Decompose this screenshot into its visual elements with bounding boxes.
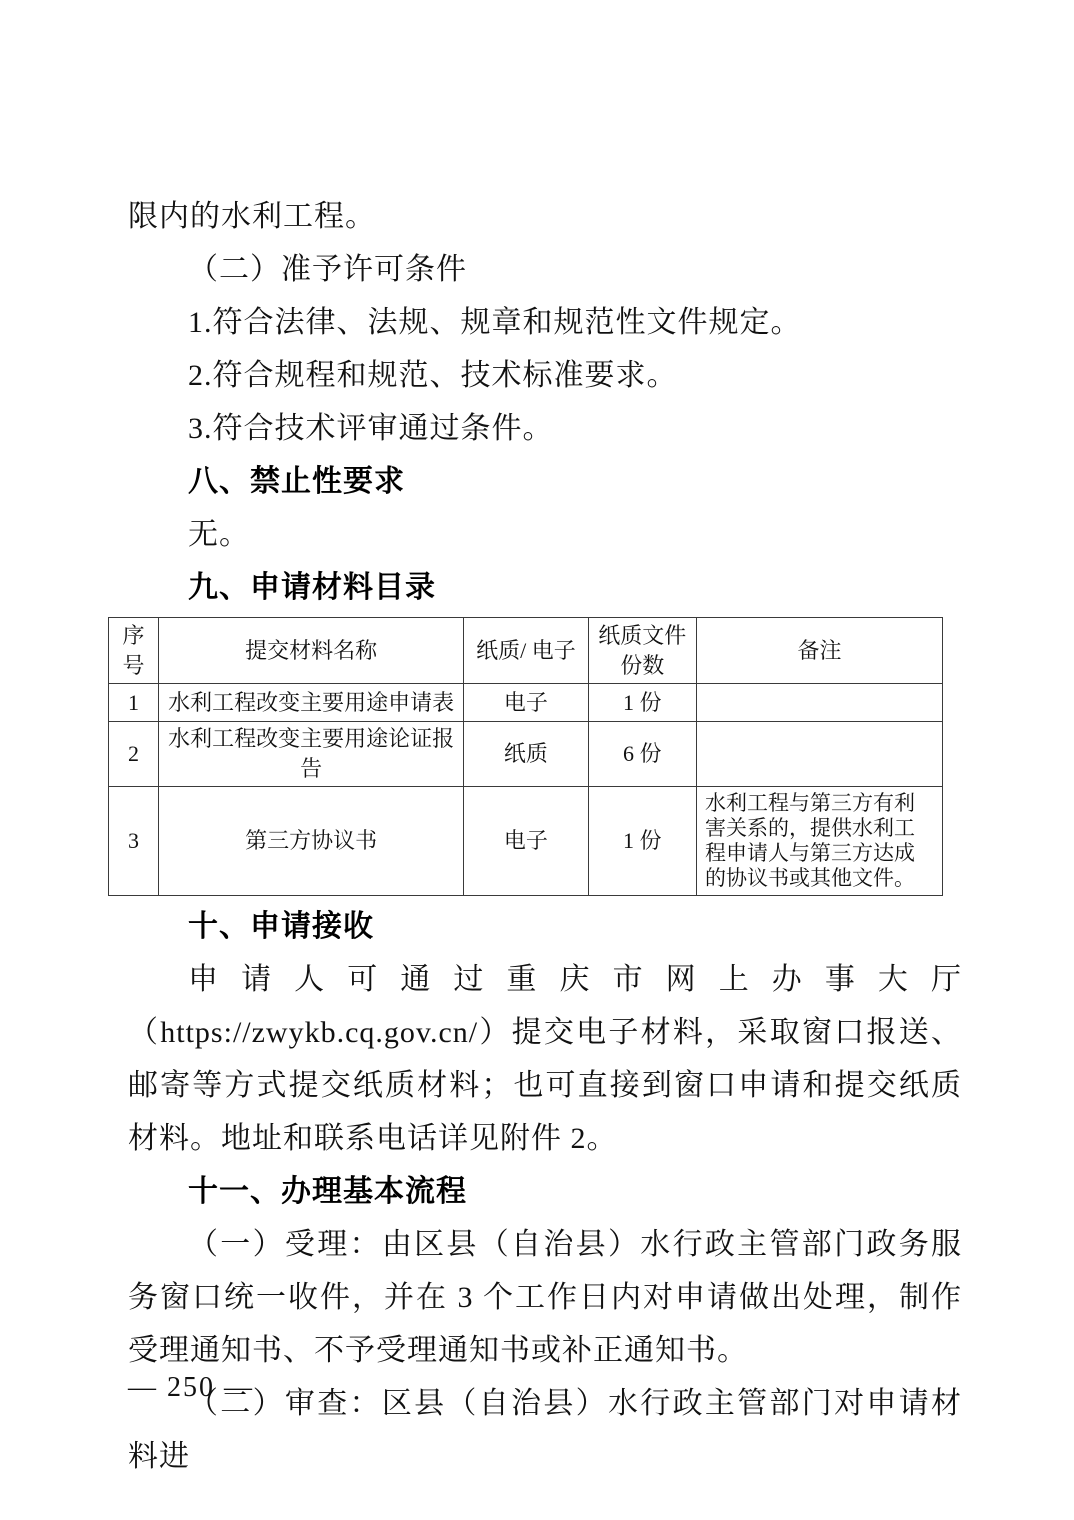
- table-header-no: 序号: [109, 618, 159, 684]
- table-header-material-name: 提交材料名称: [159, 618, 464, 684]
- cell-type: 纸质: [464, 722, 588, 787]
- table-header-paper-copies: 纸质文件份数: [588, 618, 696, 684]
- cell-type: 电子: [464, 787, 588, 896]
- paragraph-item-1: 1.符合法律、法规、规章和规范性文件规定。: [188, 306, 802, 339]
- paragraph-receive: 申请人可通过重庆市网上办事大厅（https://zwykb.cq.gov.cn/）提交电子材料，采取窗口报送、邮寄等方式提交纸质材料；也可直接到窗口申请和提交纸质材料。地址和联系电话详见附件 2。: [128, 963, 962, 1155]
- paragraph-flow-1: （一）受理：由区县（自治县）水行政主管部门政务服务窗口统一收件，并在 3 个工作日内对申请做出处理，制作受理通知书、不予受理通知书或补正通知书。: [128, 1228, 962, 1367]
- cell-copies: 1 份: [588, 787, 696, 896]
- section-heading-8: 八、禁止性要求: [188, 465, 405, 498]
- section-heading-11: 十一、办理基本流程: [188, 1175, 467, 1208]
- section-heading-10: 十、申请接收: [188, 910, 374, 943]
- cell-no: 3: [109, 787, 159, 896]
- table-row: [109, 684, 943, 722]
- materials-table: [108, 617, 943, 896]
- section-heading-9: 九、申请材料目录: [188, 571, 436, 604]
- paragraph-item-3: 3.符合技术评审通过条件。: [188, 412, 554, 445]
- cell-no: 2: [109, 722, 159, 787]
- cell-remark: 水利工程与第三方有利害关系的，提供水利工程申请人与第三方达成的协议书或其他文件。: [696, 787, 942, 896]
- paragraph-sec2-heading: （二）准予许可条件: [188, 253, 467, 286]
- paragraph-flow-2: （二）审查：区县（自治县）水行政主管部门对申请材料进: [128, 1387, 962, 1473]
- table-header-paper-electronic: 纸质/ 电子: [464, 618, 588, 684]
- cell-material-name: 第三方协议书: [159, 787, 464, 896]
- cell-remark: [696, 722, 942, 787]
- paragraph-item-2: 2.符合规程和规范、技术标准要求。: [188, 359, 678, 392]
- cell-material-name: 水利工程改变主要用途申请表: [159, 684, 464, 722]
- table-row: [109, 787, 943, 896]
- paragraph-continuation: 限内的水利工程。: [128, 200, 376, 233]
- table-header-remark: 备注: [696, 618, 942, 684]
- cell-no: 1: [109, 684, 159, 722]
- table-header-row: [109, 618, 943, 684]
- document-content: [122, 190, 962, 1483]
- cell-type: 电子: [464, 684, 588, 722]
- cell-material-name: 水利工程改变主要用途论证报告: [159, 722, 464, 787]
- paragraph-none: 无。: [188, 518, 250, 551]
- cell-remark: [696, 684, 942, 722]
- cell-copies: 1 份: [588, 684, 696, 722]
- cell-copies: 6 份: [588, 722, 696, 787]
- table-row: [109, 722, 943, 787]
- page-number: — 250 —: [128, 1372, 254, 1403]
